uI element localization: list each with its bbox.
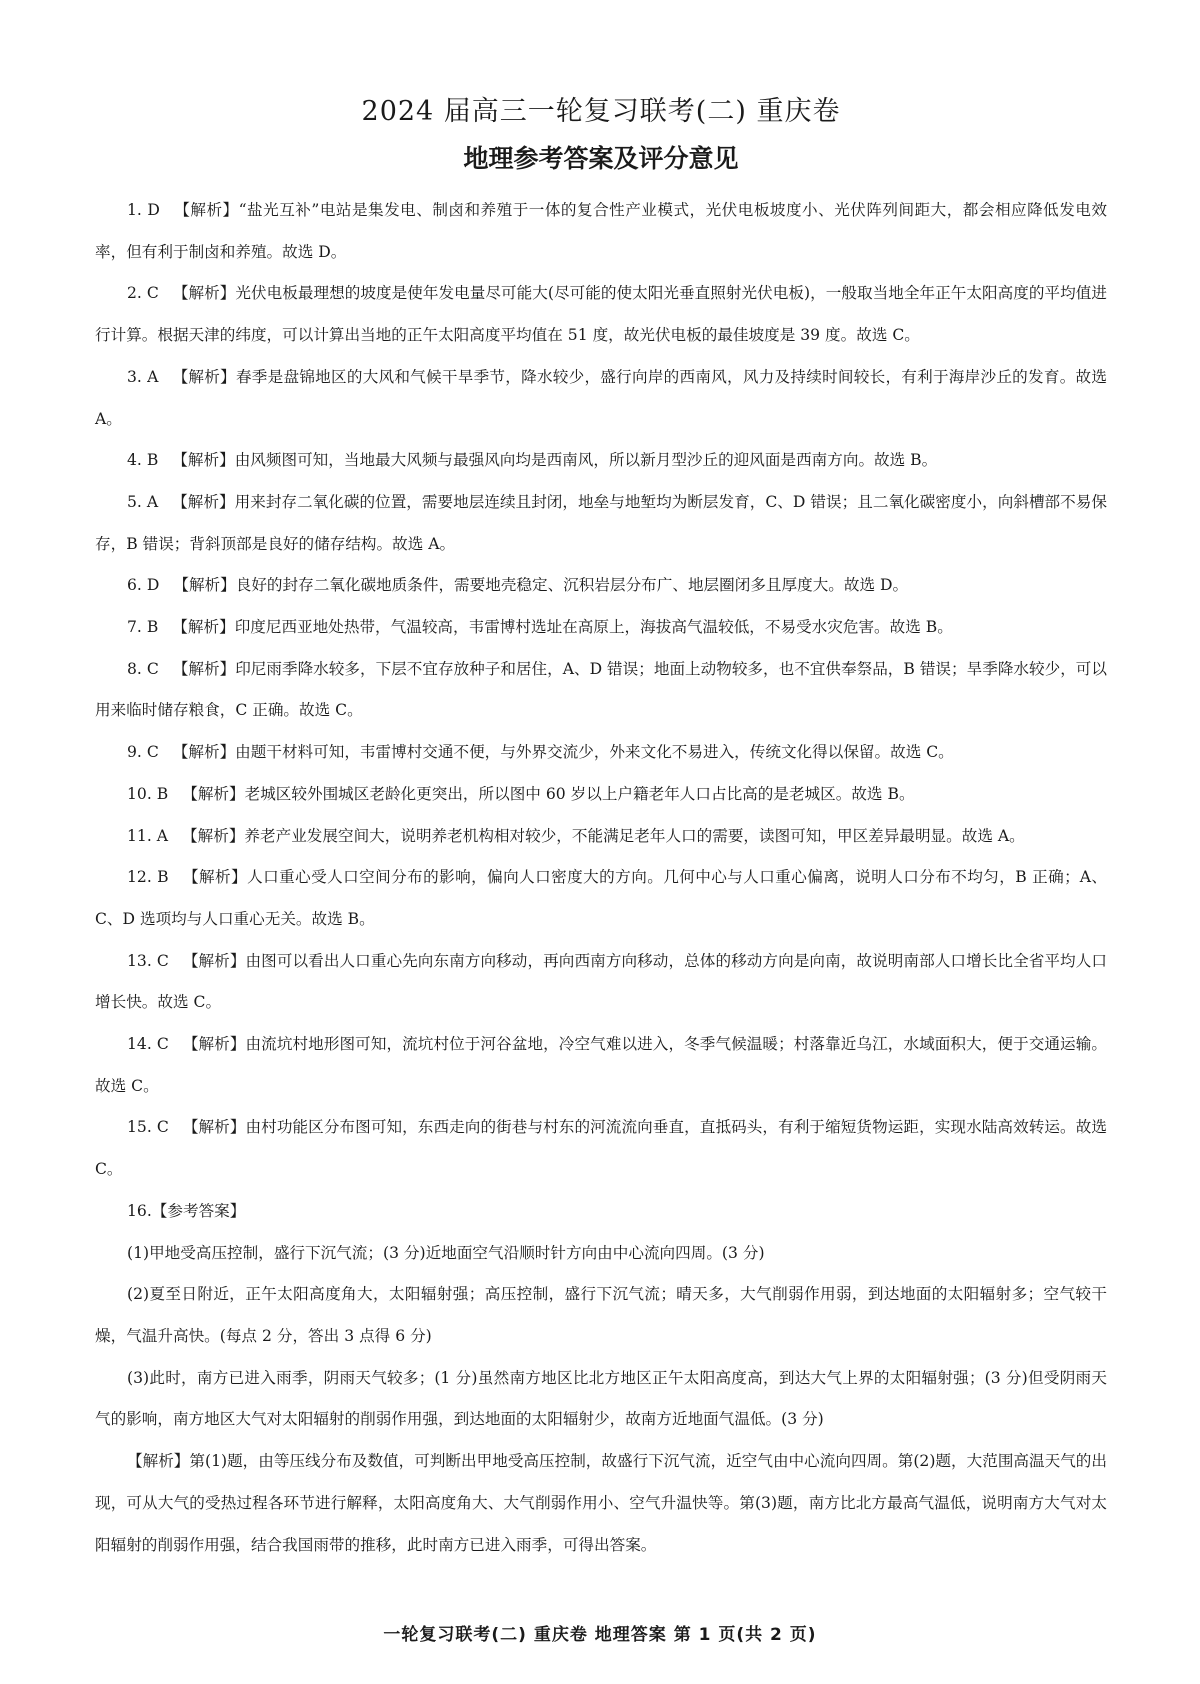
- answer-item-12: [95, 857, 1107, 940]
- analysis-tag: 【解析】: [182, 1118, 246, 1137]
- answer-number: 12. B: [127, 868, 169, 887]
- answer-number: 11. A: [127, 826, 169, 845]
- answer-text: 印度尼西亚地处热带，气温较高，韦雷博村选址在高原上，海拔高气温较低，不易受水灾危害。故选 B。: [234, 618, 953, 637]
- analysis-tag: 【解析】: [172, 451, 235, 470]
- answer-number: 13. C: [127, 951, 169, 970]
- answer-number: 7. B: [127, 618, 159, 637]
- answer-item-4: [95, 440, 1107, 482]
- answer-number: 6. D: [127, 576, 160, 595]
- answer-item-1: [95, 190, 1107, 273]
- answer-text: “盐光互补”电站是集发电、制卤和养殖于一体的复合性产业模式，光伏电板坡度小、光伏阵列间距大，都会相应降低发电效率，但有利于制卤和养殖。故选 D。: [95, 201, 1107, 261]
- answer-number: 8. C: [127, 659, 159, 678]
- answer-text: 人口重心受人口空间分布的影响，偏向人口密度大的方向。几何中心与人口重心偏离，说明人口分布不均匀，B 正确；A、C、D 选项均与人口重心无关。故选 B。: [95, 868, 1107, 928]
- answer-number: 2. C: [127, 284, 159, 303]
- answer-item-8: [95, 649, 1107, 732]
- answer-number: 5. A: [127, 492, 159, 511]
- answer-text: 良好的封存二氧化碳地质条件，需要地壳稳定、沉积岩层分布广、地层圈闭多且厚度大。故选 D。: [235, 576, 909, 595]
- answer-text: 由题干材料可知，韦雷博村交通不便，与外界交流少，外来文化不易进入，传统文化得以保留。故选 C。: [235, 743, 954, 762]
- answer-number: 4. B: [127, 451, 159, 470]
- answer-item-15: [95, 1107, 1107, 1190]
- analysis-tag: 【解析】: [182, 826, 245, 845]
- answer-text: 印尼雨季降水较多，下层不宜存放种子和居住，A、D 错误；地面上动物较多，也不宜供奉祭品，B 错误；旱季降水较少，可以用来临时储存粮食，C 正确。故选 C。: [95, 659, 1107, 720]
- answer-item-2: [95, 273, 1107, 356]
- answer-text: 由流坑村地形图可知，流坑村位于河谷盆地，冷空气难以进入，冬季气候温暖；村落靠近乌江，水域面积大，便于交通运输。故选 C。: [95, 1035, 1107, 1095]
- analysis-tag: 【解析】: [173, 201, 239, 219]
- analysis-tag: 【解析】: [173, 576, 236, 595]
- answer-text: 春季是盘锦地区的大风和气候干旱季节，降水较少，盛行向岸的西南风，风力及持续时间较长，有利于海岸沙丘的发育。故选 A。: [95, 367, 1107, 428]
- analysis-tag: 【解析】: [172, 492, 235, 511]
- analysis-tag: 【解析】: [172, 618, 235, 637]
- answer-item-6: [95, 565, 1107, 607]
- answer-item-14: [95, 1024, 1107, 1107]
- answer-number: 14. C: [127, 1035, 169, 1054]
- answer-item-7: [95, 607, 1107, 649]
- analysis-tag: 【解析】: [182, 784, 245, 803]
- answer-item-11: [95, 816, 1107, 858]
- page-title: 2024 届高三一轮复习联考(二) 重庆卷: [361, 96, 841, 127]
- answer-text: 光伏电板最理想的坡度是使年发电量尽可能大(尽可能的使太阳光垂直照射光伏电板)，一般取当地全年正午太阳高度的平均值进行计算。根据天津的纬度，可以计算出当地的正午太阳高度平均值在 51 度，故光伏电板的最佳坡度是 39 度。故选 C。: [95, 284, 1107, 345]
- answer-sheet-page: [95, 92, 1107, 1566]
- analysis-tag: 【解析】: [182, 951, 246, 970]
- page-subtitle: 地理参考答案及评分意见: [463, 144, 739, 173]
- answer-text: 养老产业发展空间大，说明养老机构相对较少，不能满足老年人口的需要，读图可知，甲区差异最明显。故选 A。: [244, 826, 1025, 845]
- answer-list: [95, 190, 1107, 1566]
- analysis-tag: 【解析】: [172, 743, 236, 762]
- answer-number: 9. C: [127, 743, 159, 762]
- answer-text: 用来封存二氧化碳的位置，需要地层连续且封闭，地垒与地堑均为断层发育，C、D 错误；且二氧化碳密度小，向斜槽部不易保存，B 错误；背斜顶部是良好的储存结构。故选 A。: [95, 492, 1107, 553]
- analysis-tag: 【解析】: [172, 284, 236, 303]
- q16-answer-2: (2)夏至日附近，正午太阳高度角大，太阳辐射强；高压控制，盛行下沉气流；晴天多，大气削弱作用弱，到达地面的太阳辐射多；空气较干燥，气温升高快。(每点 2 分，答出 3 点得 6 分): [95, 1285, 1107, 1345]
- answer-text: 由图可以看出人口重心先向东南方向移动，再向西南方向移动，总体的移动方向是向南，故说明南部人口增长比全省平均人口增长快。故选 C。: [95, 951, 1107, 1012]
- page-footer: 一轮复习联考(二) 重庆卷 地理答案 第 1 页(共 2 页): [383, 1625, 817, 1645]
- analysis-tag: 【解析】: [182, 868, 248, 887]
- answer-item-3: [95, 357, 1107, 440]
- analysis-tag: 【解析】: [172, 367, 236, 386]
- answer-item-13: [95, 941, 1107, 1024]
- answer-number: 15. C: [127, 1118, 169, 1137]
- answer-text: 由风频图可知，当地最大风频与最强风向均是西南风，所以新月型沙丘的迎风面是西南方向。故选 B。: [234, 451, 938, 470]
- answer-item-10: [95, 774, 1107, 816]
- q16-answer-1: (1)甲地受高压控制，盛行下沉气流；(3 分)近地面空气沿顺时针方向由中心流向四周。(3 分): [127, 1243, 765, 1262]
- q16-analysis: 【解析】第(1)题，由等压线分布及数值，可判断出甲地受高压控制，故盛行下沉气流，近空气由中心流向四周。第(2)题，大范围高温天气的出现，可从大气的受热过程各环节进行解释，太阳高度角大、大气削弱作用小、空气升温快等。第(3)题，南方比北方最高气温低，说明南方大气对太阳辐射的削弱作用强，结合我国雨带的推移，此时南方已进入雨季，可得出答案。: [95, 1452, 1107, 1554]
- analysis-tag: 【解析】: [182, 1035, 246, 1054]
- answer-item-9: [95, 732, 1107, 774]
- q16-answer-3: (3)此时，南方已进入雨季，阴雨天气较多；(1 分)虽然南方地区比北方地区正午太阳高度高，到达大气上界的太阳辐射强；(3 分)但受阴雨天气的影响，南方地区大气对太阳辐射的削弱作用强，到达地面的太阳辐射少，故南方近地面气温低。(3 分): [95, 1368, 1107, 1429]
- answer-number: 10. B: [127, 784, 169, 803]
- q16-heading: 16.【参考答案】: [127, 1201, 246, 1220]
- answer-text: 老城区较外围城区老龄化更突出，所以图中 60 岁以上户籍老年人口占比高的是老城区。故选 B。: [244, 784, 915, 803]
- answer-number: 3. A: [127, 367, 159, 386]
- answer-item-5: [95, 482, 1107, 565]
- answer-text: 由村功能区分布图可知，东西走向的街巷与村东的河流流向垂直，直抵码头，有利于缩短货物运距，实现水陆高效转运。故选 C。: [95, 1118, 1107, 1179]
- analysis-tag: 【解析】: [172, 659, 236, 678]
- answer-number: 1. D: [127, 201, 160, 219]
